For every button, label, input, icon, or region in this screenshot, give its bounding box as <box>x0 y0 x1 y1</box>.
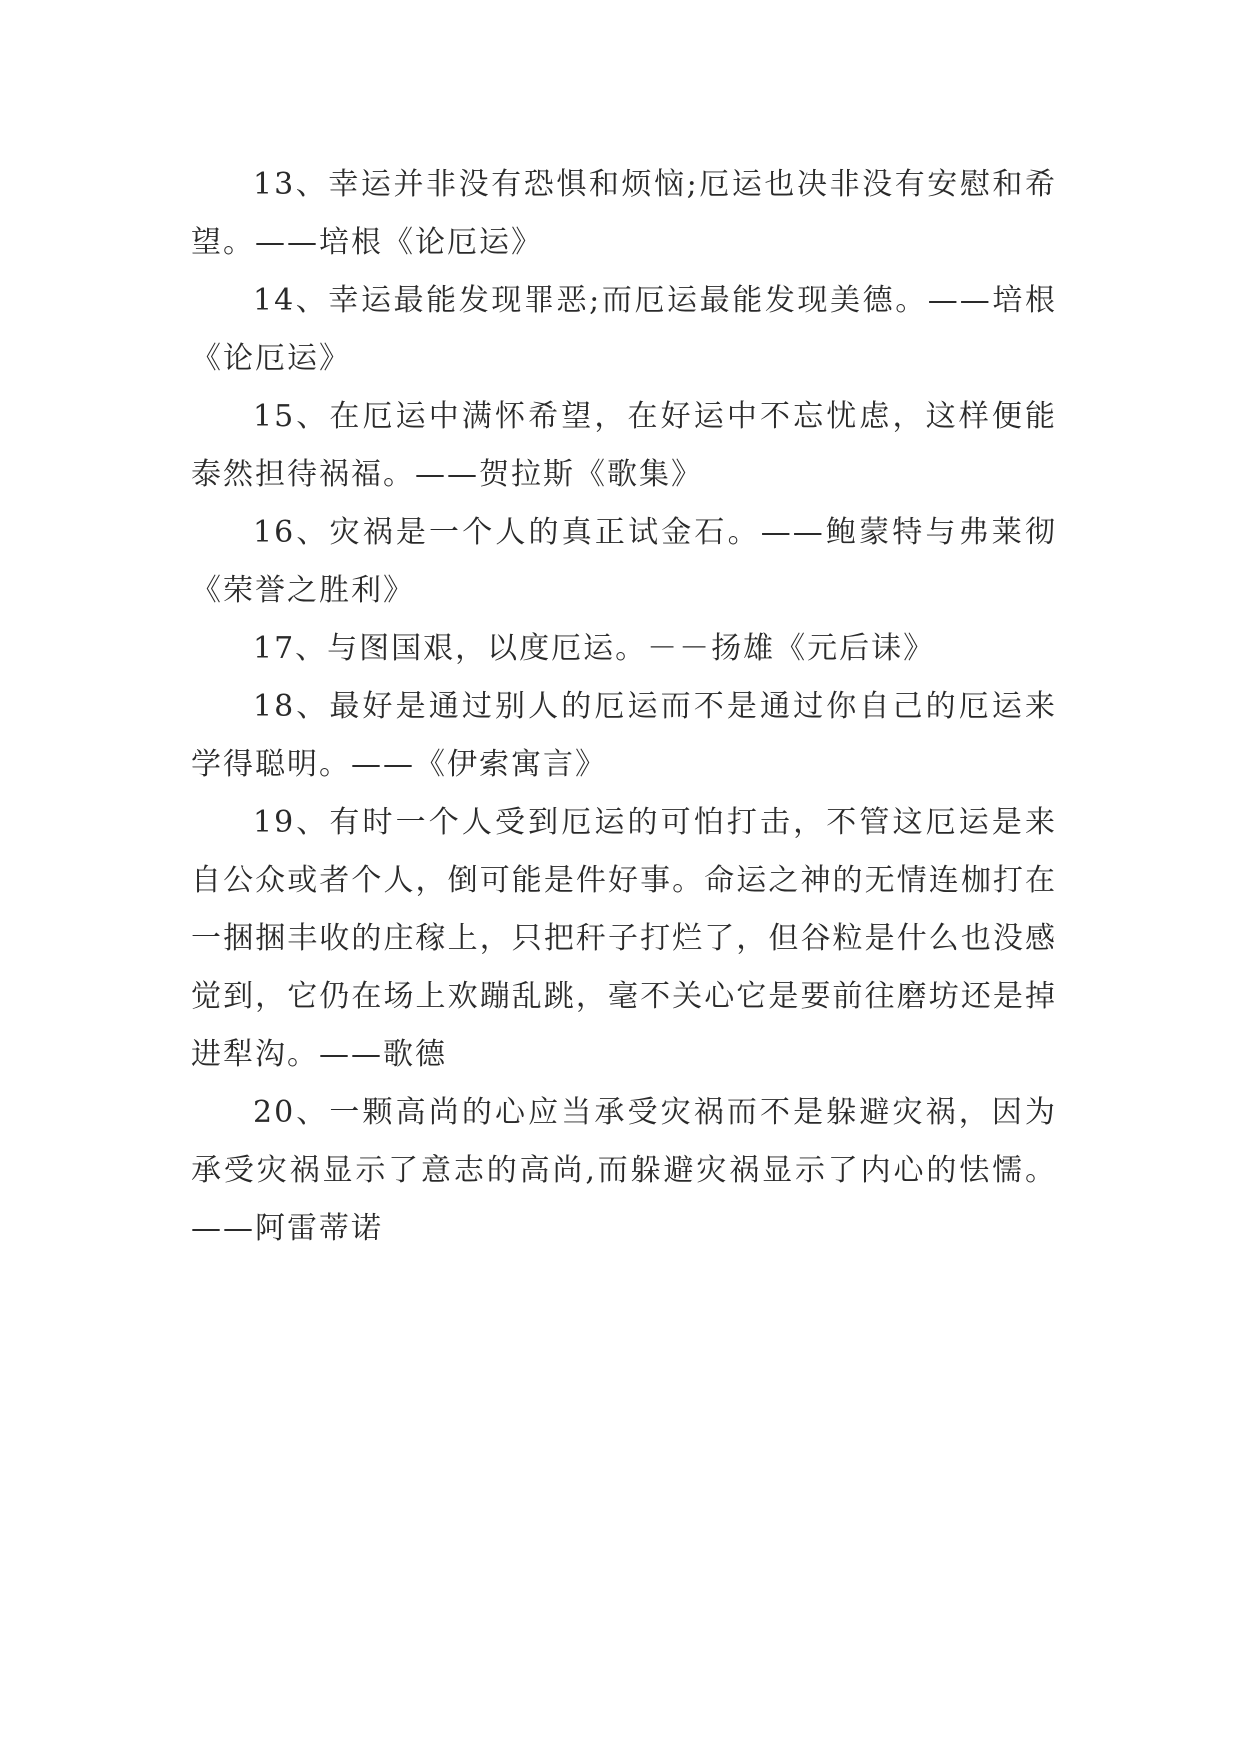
quote-paragraph-19: 19、有时一个人受到厄运的可怕打击，不管这厄运是来自公众或者个人，倒可能是件好事。命运之神的无情连枷打在一捆捆丰收的庄稼上，只把秆子打烂了，但谷粒是什么也没感觉到，它仍在场上欢蹦乱跳，毫不关心它是要前往磨坊还是掉进犁沟。——歌德 <box>191 805 1057 1072</box>
quote-paragraph-20: 20、一颗高尚的心应当承受灾祸而不是躲避灾祸，因为承受灾祸显示了意志的高尚,而躲避灾祸显示了内心的怯懦。——阿雷蒂诺 <box>191 1095 1057 1246</box>
quote-paragraph-17: 17、与图国艰，以度厄运。－－扬雄《元后诔》 <box>253 631 936 666</box>
quote-paragraph-15: 15、在厄运中满怀希望，在好运中不忘忧虑，这样便能泰然担待祸福。——贺拉斯《歌集》 <box>191 399 1057 492</box>
document-body <box>191 156 1057 1258</box>
quote-paragraph-16: 16、灾祸是一个人的真正试金石。——鲍蒙特与弗莱彻《荣誉之胜利》 <box>191 515 1057 608</box>
quote-paragraph-18: 18、最好是通过别人的厄运而不是通过你自己的厄运来学得聪明。——《伊索寓言》 <box>191 689 1057 782</box>
quote-paragraph-13: 13、幸运并非没有恐惧和烦恼;厄运也决非没有安慰和希望。——培根《论厄运》 <box>191 167 1057 260</box>
quote-paragraph-14: 14、幸运最能发现罪恶;而厄运最能发现美德。——培根《论厄运》 <box>191 283 1057 376</box>
